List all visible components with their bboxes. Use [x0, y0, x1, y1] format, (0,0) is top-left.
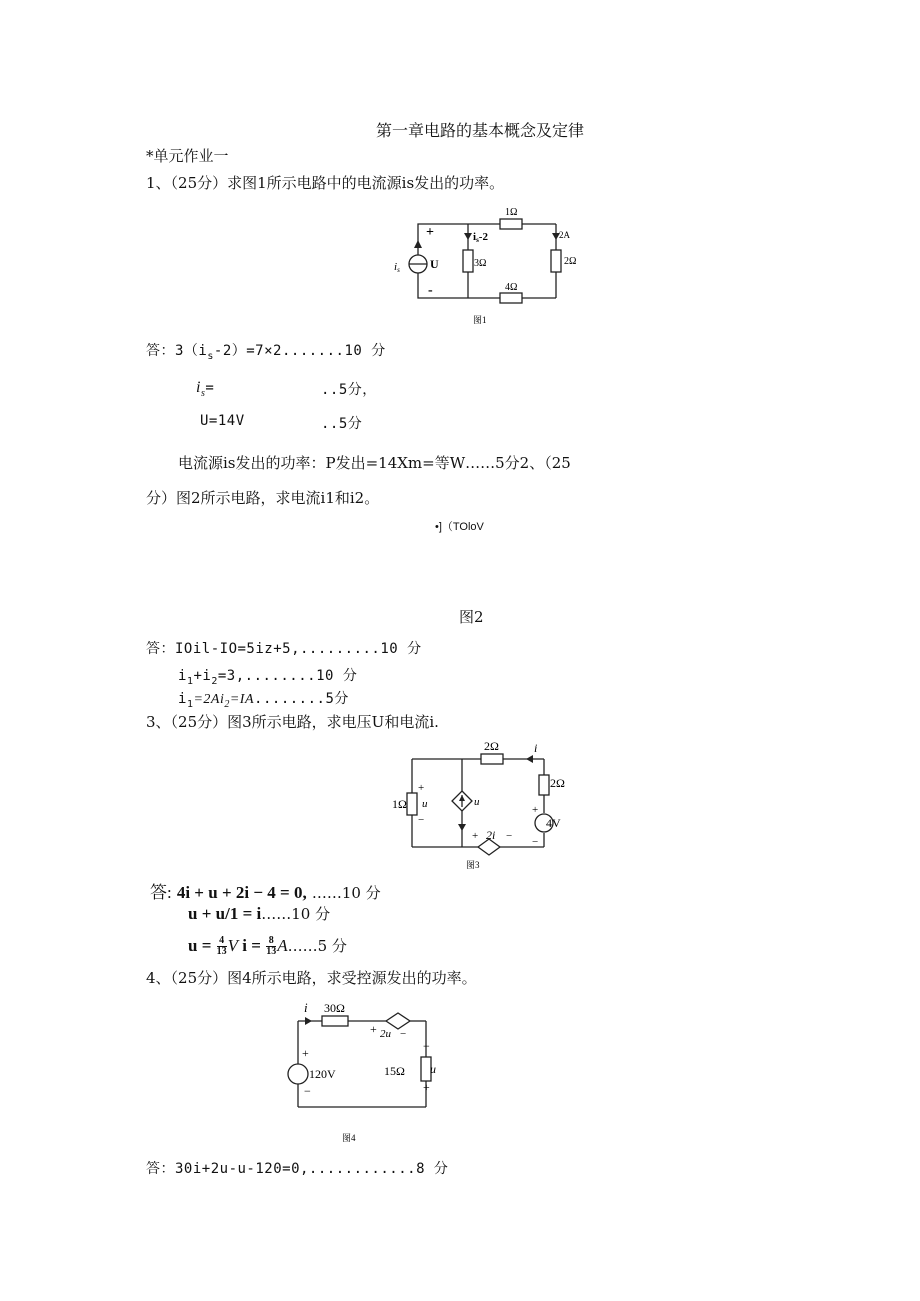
q1-answer-3: U=14V — [200, 413, 245, 429]
q1-answer-2: $i_s=$ — [196, 379, 215, 399]
label-1ohm: 1Ω — [392, 797, 407, 811]
q3-answer-2: u + u/1 = i……10 分 — [188, 904, 331, 923]
label-dep-u: u — [474, 796, 480, 808]
label-2ohm-top: 2Ω — [484, 739, 499, 753]
label-plus-dep: + — [370, 1022, 377, 1036]
resistor-30ohm — [322, 1016, 348, 1026]
label-plus: + — [426, 225, 434, 240]
label-plus-dep: + — [472, 830, 479, 842]
figure-1-circuit — [388, 200, 600, 330]
label-30ohm: 30Ω — [324, 1001, 345, 1015]
label-plus-left: + — [418, 782, 425, 794]
label-minus-right: − — [532, 836, 539, 848]
label-plus-src: + — [302, 1046, 309, 1060]
resistor-3ohm — [463, 250, 473, 272]
q2-answer-3: $i_1=2Ai_2=IA........5$分 — [178, 691, 349, 710]
label-u-left: u — [422, 798, 428, 810]
q2-answer-1: 答：IOil-IO=5iz+5,.........10 分 — [146, 641, 422, 657]
label-2ohm: 2Ω — [564, 256, 577, 267]
arrow-down-icon — [458, 824, 466, 831]
label-2i: 2i — [486, 828, 496, 842]
label-4ohm: 4Ω — [505, 282, 518, 293]
q2-answer-2: $i_1+i_2=3,........10$ 分 — [178, 668, 358, 687]
label-branch-current: is-2 — [473, 231, 488, 244]
voltage-source-120v — [288, 1064, 308, 1084]
dependent-voltage-source — [386, 1013, 410, 1029]
arrow-right-icon — [305, 1017, 312, 1025]
label-2a: 2A — [559, 230, 570, 240]
question-1-text: 1、（25分）求图1所示电路中的电流源is发出的功率。 — [146, 174, 505, 192]
arrow-up-icon — [414, 240, 422, 248]
q4-answer-1: 答：30i+2u-u-120=0,............8 分 — [146, 1161, 449, 1177]
label-15ohm: 15Ω — [384, 1064, 405, 1078]
arrow-left-icon — [526, 755, 533, 763]
label-1ohm: 1Ω — [505, 207, 518, 218]
figure-3-circuit — [376, 735, 576, 875]
figure-4-caption: 图4 — [342, 1133, 356, 1143]
label-2u: 2u — [380, 1028, 391, 1040]
figure-4-circuit — [278, 995, 458, 1150]
label-minus: - — [428, 283, 433, 298]
resistor-4ohm — [500, 293, 522, 303]
label-plus-right: + — [423, 1080, 430, 1094]
resistor-1ohm — [500, 219, 522, 229]
label-minus-dep: − — [506, 830, 513, 842]
q1-power-line: 电流源is发出的功率：P发出=14Xm=等W……5分2、（25 — [178, 454, 571, 472]
page-title: 第一章电路的基本概念及定律 — [375, 121, 584, 140]
q1-answer-1: 答：$3(i_s-2)=7\times 2.......10$ 分 — [146, 343, 386, 362]
label-minus-right: − — [423, 1039, 430, 1053]
label-minus-dep: − — [400, 1028, 407, 1040]
arrow-down-icon — [464, 233, 472, 240]
label-minus-src: − — [304, 1084, 311, 1098]
figure-3-caption: 图3 — [466, 860, 480, 870]
label-u: U — [430, 257, 439, 271]
label-3ohm: 3Ω — [474, 258, 487, 269]
label-4v: 4V — [546, 816, 561, 830]
label-u: u — [430, 1062, 436, 1076]
figure-2-caption: 图2 — [459, 608, 484, 626]
resistor-2ohm — [551, 250, 561, 272]
label-i: i — [534, 741, 538, 755]
resistor-2ohm-top — [481, 754, 503, 764]
label-plus-right: + — [532, 804, 539, 816]
q3-answer-1: 答: 4i + u + 2i − 4 = 0, ……10 分 — [150, 883, 381, 902]
section-heading: *单元作业一 — [146, 147, 229, 165]
q1-answer-2-points: ..5分， — [321, 382, 377, 398]
resistor-1ohm-left — [407, 793, 417, 815]
resistor-2ohm-right — [539, 775, 549, 795]
label-2ohm-right: 2Ω — [550, 776, 565, 790]
q1-answer-3-points: ..5分 — [321, 416, 363, 432]
q3-answer-3: u = $\frac{4}{13}$ V i = $\frac{8}{13}$ A……5 分 — [188, 935, 347, 957]
question-3-text: 3、（25分）图3所示电路，求电压U和电流i. — [146, 713, 439, 731]
label-is: is — [394, 261, 400, 274]
label-120v: 120V — [309, 1067, 336, 1081]
label-i: i — [304, 1000, 308, 1015]
question-2-text: 分）图2所示电路，求电流i1和i2。 — [146, 489, 380, 507]
label-minus-left: − — [418, 814, 425, 826]
question-4-text: 4、（25分）图4所示电路，求受控源发出的功率。 — [146, 969, 477, 987]
figure-1-caption: 图1 — [473, 315, 487, 325]
figure-2-placeholder: •]（TOloV — [435, 521, 484, 533]
